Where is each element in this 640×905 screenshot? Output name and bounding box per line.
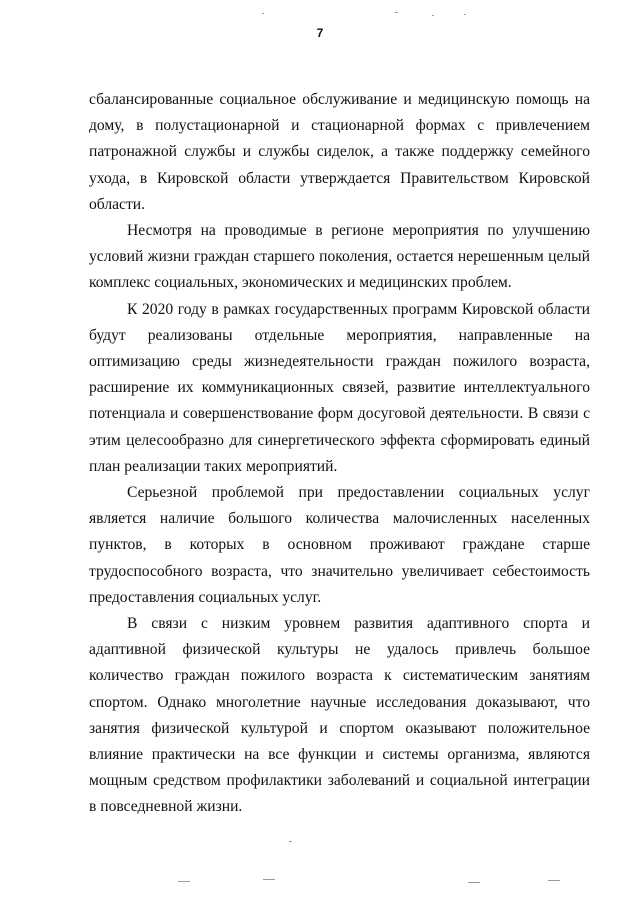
paragraph: В связи с низким уровнем развития адаптивного спорта и адаптивной физической культуры не удалось привлечь большое количество граждан пожилого возраста к систематическим занятиям спортом. Однако многолетние научные исследования доказывают, что занятия физической культурой и спортом оказывают положительное влияние практически на все функции и системы организма, являются мощным средством профилактики заболеваний и социальной интеграции в повседневной жизни. xyxy=(89,615,590,816)
paragraph: К 2020 году в рамках государственных программ Кировской области будут реализованы отдельные мероприятия, направленные на оптимизацию среды жизнедеятельности граждан пожилого возраста, расширение их коммуникационных связей, развитие интеллектуального потенциала и совершенствование форм досуговой деятельности. В связи с этим целесообразно для синергетического эффекта сформировать единый план реализации таких мероприятий. xyxy=(89,300,590,475)
scan-speck xyxy=(289,841,292,842)
paragraph: Несмотря на проводимые в регионе мероприятия по улучшению условий жизни граждан старшего поколения, остается нерешенным целый комплекс социальных, экономических и медицинских проблем. xyxy=(89,222,590,292)
scan-speck xyxy=(395,12,398,13)
scan-speck xyxy=(468,882,480,883)
scan-speck xyxy=(548,880,560,881)
scan-speck xyxy=(178,881,190,882)
document-body xyxy=(89,87,590,821)
paragraph-continued: сбалансированные социальное обслуживание и медицинскую помощь на дому, в полустационарной и стационарной формах с привлечением патронажной службы и службы сиделок, а также поддержку семейного ухода, в Кировской области утверждается Правительством Кировской области. xyxy=(89,91,590,213)
scan-speck xyxy=(263,879,275,880)
scan-speck xyxy=(262,13,264,14)
page-number: 7 xyxy=(316,26,324,40)
scan-speck xyxy=(464,14,466,15)
scan-speck xyxy=(432,15,434,16)
paragraph: Серьезной проблемой при предоставлении социальных услуг является наличие большого количества малочисленных населенных пунктов, в которых в основном проживают граждане старше трудоспособного возраста, что значительно увеличивает себестоимость предоставления социальных услуг. xyxy=(89,484,590,606)
